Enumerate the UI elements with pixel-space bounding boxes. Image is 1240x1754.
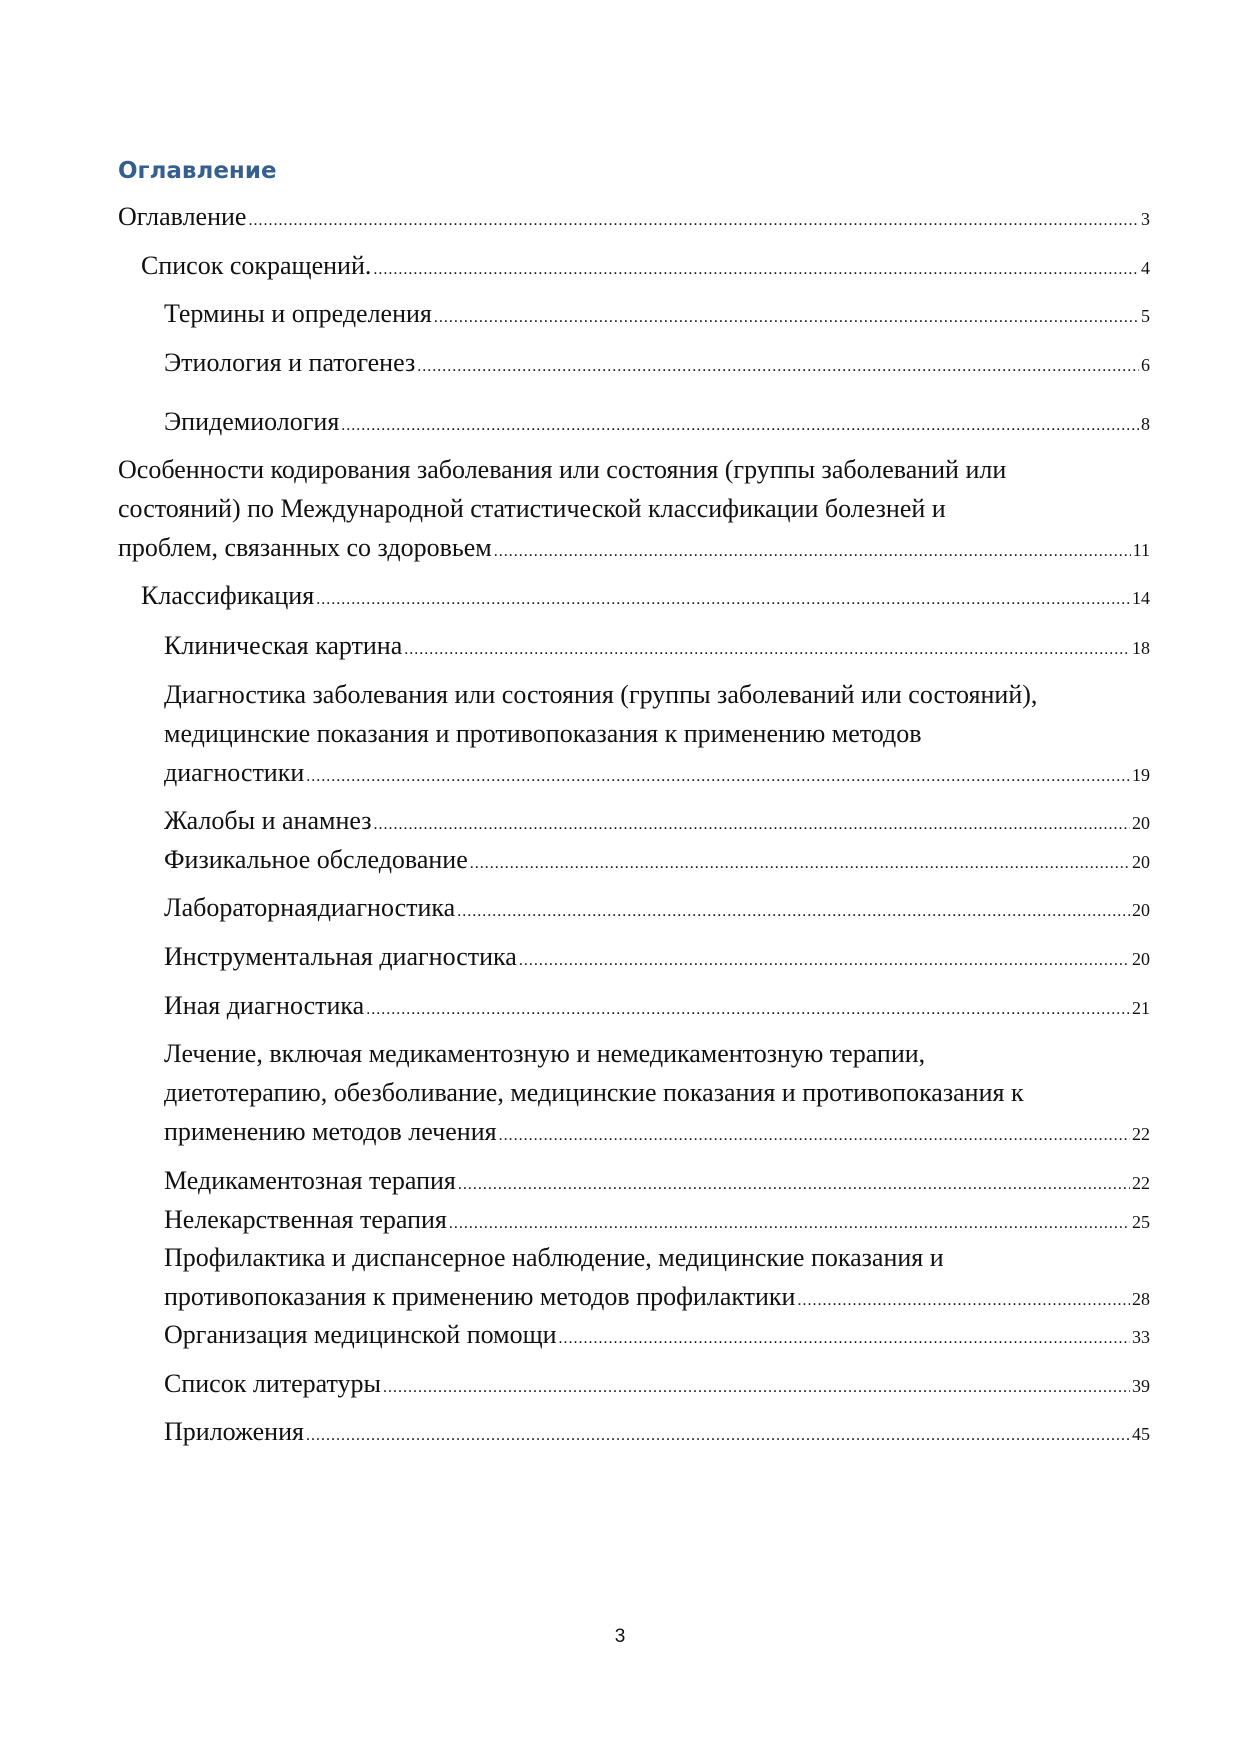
toc-entry[interactable] <box>164 1161 1150 1204</box>
dot-leader <box>519 941 1130 980</box>
toc-entry-title: противопоказания к применению методов профилактики <box>164 1282 796 1311</box>
page-number: 3 <box>614 1626 626 1647</box>
toc-entry[interactable] <box>164 343 1150 386</box>
toc-page-number: 20 <box>1132 852 1150 872</box>
toc-page-number: 20 <box>1132 949 1150 969</box>
toc-entry-line <box>164 675 1150 714</box>
toc-page-number: 5 <box>1141 306 1150 326</box>
dot-leader <box>341 406 1139 445</box>
toc-entry[interactable] <box>164 1200 1150 1243</box>
toc-entry-title: диетотерапию, обезболивание, медицинские показания и противопоказания к <box>164 1078 1024 1107</box>
toc-entry-title: проблем, связанных со здоровьем <box>118 533 492 562</box>
toc-page-number: 39 <box>1132 1376 1150 1396</box>
dot-leader <box>306 1416 1130 1455</box>
toc-entry-line <box>164 402 1150 445</box>
toc-page-number: 4 <box>1141 258 1150 278</box>
toc-entry-line <box>164 1200 1150 1243</box>
dot-leader <box>366 990 1130 1029</box>
toc-entry[interactable] <box>164 801 1150 844</box>
toc-entry-line <box>164 888 1150 931</box>
toc-entry[interactable] <box>141 246 1150 289</box>
dot-leader <box>559 1319 1130 1358</box>
toc-entry[interactable] <box>164 840 1150 883</box>
toc-entry-title: медицинские показания и противопоказания к применению методов <box>164 719 922 748</box>
toc-entry-line <box>164 1112 1150 1155</box>
toc-entry-line <box>141 576 1150 619</box>
dot-leader <box>373 250 1139 289</box>
toc-entry[interactable] <box>141 576 1150 619</box>
toc-entry[interactable] <box>164 888 1150 931</box>
toc-page-number: 20 <box>1132 900 1150 920</box>
toc-entry-line <box>164 1073 1150 1112</box>
dot-leader <box>457 892 1130 931</box>
toc-entry-title: диагностики <box>164 758 305 787</box>
toc-entry-title: Лабораторнаядиагностика <box>164 893 456 922</box>
dot-leader <box>494 532 1131 571</box>
toc-entry-line <box>164 1161 1150 1204</box>
toc-entry-line <box>164 1364 1150 1407</box>
toc-entry-line <box>164 626 1150 669</box>
toc-entry[interactable] <box>164 1364 1150 1407</box>
dot-leader <box>248 201 1139 240</box>
toc-page-number: 45 <box>1132 1424 1150 1444</box>
toc-entry-line <box>118 528 1150 571</box>
toc-entry[interactable] <box>164 1412 1150 1455</box>
dot-leader <box>374 805 1131 844</box>
toc-entry-line <box>141 246 1150 289</box>
toc-entry-line <box>164 986 1150 1029</box>
toc-entry-title: Профилактика и диспансерное наблюдение, медицинские показания и <box>164 1243 944 1272</box>
toc-entry-line <box>164 1238 1150 1277</box>
toc-entry-line <box>164 1277 1150 1320</box>
dot-leader <box>470 844 1130 883</box>
toc-entry-title: Диагностика заболевания или состояния (группы заболеваний или состояний), <box>164 680 1038 709</box>
toc-entry[interactable] <box>164 986 1150 1029</box>
toc-entry-line <box>164 937 1150 980</box>
toc-entry-title: Физикальное обследование <box>164 845 468 874</box>
toc-entry[interactable] <box>164 1315 1150 1358</box>
dot-leader <box>383 1368 1130 1407</box>
toc-entry[interactable] <box>164 1238 1150 1320</box>
dot-leader <box>404 630 1130 669</box>
toc-entry-title: Медикаментозная терапия <box>164 1166 456 1195</box>
toc-page-number: 18 <box>1132 638 1150 658</box>
dot-leader <box>434 298 1139 337</box>
toc-entry-title: применению методов лечения <box>164 1117 497 1146</box>
dot-leader <box>316 580 1130 619</box>
toc-entry[interactable] <box>164 675 1150 796</box>
toc-entry-line <box>164 1315 1150 1358</box>
toc-entry-line <box>164 1412 1150 1455</box>
toc-entry[interactable] <box>164 402 1150 445</box>
toc-page-number: 33 <box>1132 1327 1150 1347</box>
toc-entry[interactable] <box>164 1034 1150 1155</box>
toc-entry-line <box>118 489 1150 528</box>
toc-entry-title: Иная диагностика <box>164 991 365 1020</box>
toc-entry-title: Жалобы и анамнез <box>164 806 372 835</box>
toc-entry-title: Особенности кодирования заболевания или состояния (группы заболеваний или <box>118 455 1007 484</box>
toc-entry[interactable] <box>118 450 1150 571</box>
toc-entry-line <box>118 197 1150 240</box>
toc-entry-line <box>164 714 1150 753</box>
toc-entry-line <box>164 840 1150 883</box>
dot-leader <box>499 1116 1130 1155</box>
toc-entry-title: Термины и определения <box>164 299 432 328</box>
dot-leader <box>417 347 1139 386</box>
toc-page-number: 28 <box>1132 1289 1150 1309</box>
toc-page-number: 22 <box>1132 1173 1150 1193</box>
toc-entry-title: Список сокращений. <box>141 251 372 280</box>
dot-leader <box>306 757 1130 796</box>
toc-entry-line <box>164 801 1150 844</box>
toc-page-number: 8 <box>1141 414 1150 434</box>
toc-entry-title: Инструментальная диагностика <box>164 942 517 971</box>
toc-entry-title: Приложения <box>164 1417 304 1446</box>
toc-page-number: 3 <box>1141 209 1150 229</box>
toc-entry[interactable] <box>164 937 1150 980</box>
toc-entry-title: Оглавление <box>118 202 247 231</box>
toc-entry-title: Этиология и патогенез <box>164 348 416 377</box>
toc-entry-title: Клиническая картина <box>164 631 403 660</box>
toc-heading: Оглавление <box>118 158 277 184</box>
toc-entry-line <box>164 294 1150 337</box>
toc-page-number: 19 <box>1132 765 1150 785</box>
toc-page-number: 11 <box>1132 540 1150 560</box>
toc-entry-title: Список литературы <box>164 1369 381 1398</box>
toc-entry-title: Классификация <box>141 581 315 610</box>
toc-page-number: 21 <box>1132 998 1150 1018</box>
toc-entry-line <box>118 450 1150 489</box>
toc-page-number: 25 <box>1132 1212 1150 1232</box>
toc-entry-title: Нелекарственная терапия <box>164 1205 447 1234</box>
toc-page-number: 6 <box>1141 355 1150 375</box>
toc-entry[interactable] <box>164 294 1150 337</box>
dot-leader <box>458 1165 1130 1204</box>
toc-entry-line <box>164 1034 1150 1073</box>
toc-page-number: 14 <box>1132 588 1150 608</box>
toc-entry-line <box>164 753 1150 796</box>
toc-entry-title: Лечение, включая медикаментозную и немедикаментозную терапии, <box>164 1039 926 1068</box>
toc-entry-line <box>164 343 1150 386</box>
toc-entry-title: состояний) по Международной статистической классификации болезней и <box>118 494 946 523</box>
toc-page-number: 22 <box>1132 1124 1150 1144</box>
toc-entry-title: Эпидемиология <box>164 407 340 436</box>
toc-entry[interactable] <box>118 197 1150 240</box>
toc-entry-title: Организация медицинской помощи <box>164 1320 557 1349</box>
toc-page-number: 20 <box>1132 813 1150 833</box>
toc-entry[interactable] <box>164 626 1150 669</box>
